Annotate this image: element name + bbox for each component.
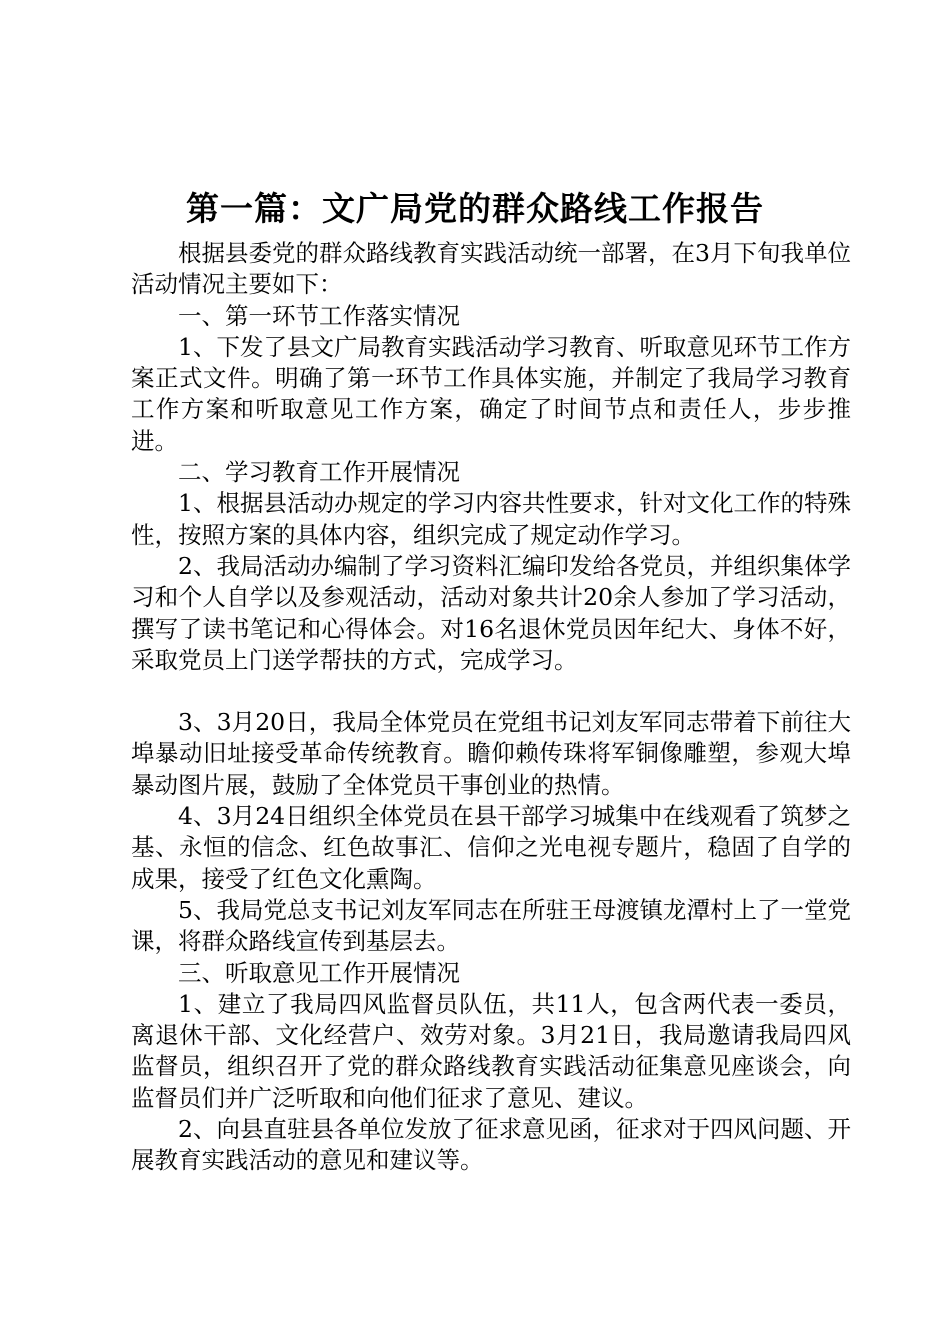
section-heading-1: 一、第一环节工作落实情况: [178, 301, 460, 330]
section-2-item-1: 1、根据县活动办规定的学习内容共性要求，针对文化工作的特殊性，按照方案的具体内容，组织完成了规定动作学习。: [131, 489, 851, 549]
document-title: 第一篇：文广局党的群众路线工作报告: [186, 189, 764, 228]
section-3-item-2: 2、向县直驻县各单位发放了征求意见函，征求对于四风问题、开展教育实践活动的意见和建议等。: [131, 1115, 851, 1175]
section-heading-2: 二、学习教育工作开展情况: [178, 458, 460, 487]
section-2-item-2: 2、我局活动办编制了学习资料汇编印发给各党员，并组织集体学习和个人自学以及参观活动，活动对象共计20余人参加了学习活动，撰写了读书笔记和心得体会。对16名退休党员因年纪大、身体不好，采取党员上门送学帮扶的方式，完成学习。: [131, 551, 851, 674]
section-2-item-3: 3、3月20日，我局全体党员在党组书记刘友军同志带着下前往大埠暴动旧址接受革命传统教育。瞻仰赖传珠将军铜像雕塑，参观大埠暴动图片展，鼓励了全体党员干事创业的热情。: [131, 708, 851, 799]
section-2-item-5: 5、我局党总支书记刘友军同志在所驻王母渡镇龙潭村上了一堂党课，将群众路线宣传到基层去。: [131, 895, 851, 956]
section-1-item-1: 1、下发了县文广局教育实践活动学习教育、听取意见环节工作方案正式文件。明确了第一环节工作具体实施，并制定了我局学习教育工作方案和听取意见工作方案，确定了时间节点和责任人，步步推进。: [131, 332, 851, 455]
section-heading-3: 三、听取意见工作开展情况: [178, 958, 460, 987]
section-2-item-4: 4、3月24日组织全体党员在县干部学习城集中在线观看了筑梦之基、永恒的信念、红色故事汇、信仰之光电视专题片，稳固了自学的成果，接受了红色文化熏陶。: [131, 802, 851, 893]
section-3-item-1: 1、建立了我局四风监督员队伍，共11人，包含两代表一委员，离退休干部、文化经营户、效劳对象。3月21日，我局邀请我局四风监督员，组织召开了党的群众路线教育实践活动征集意见座谈会，向监督员们并广泛听取和向他们征求了意见、建议。: [131, 989, 851, 1112]
intro-paragraph: 根据县委党的群众路线教育实践活动统一部署，在3月下旬我单位活动情况主要如下：: [131, 239, 851, 299]
document-body: [131, 238, 851, 1177]
